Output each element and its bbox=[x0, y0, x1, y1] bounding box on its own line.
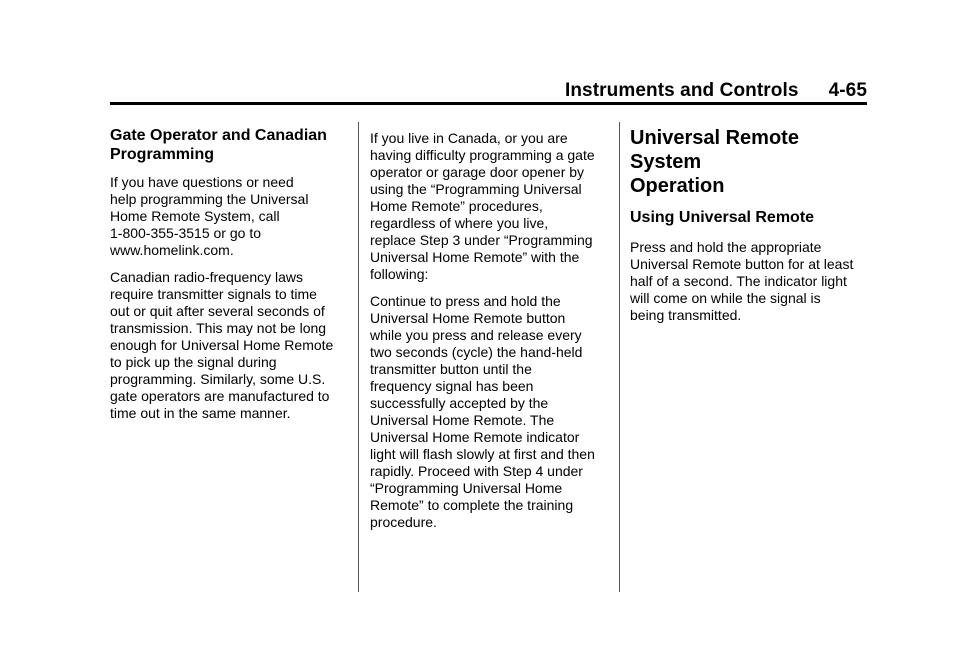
section-heading-gate-operator: Gate Operator and Canadian Programming bbox=[110, 127, 327, 163]
column-2 bbox=[370, 130, 610, 541]
column-1 bbox=[110, 126, 350, 432]
paragraph-canadian-laws: Canadian radio-frequency laws require transmitter signals to time out or quit after several seconds of transmission. This may not be long enough for Universal Home Remote to pick up the signal during programming. Similarly, some U.S. gate operators are manufactured to time out in the same manner. bbox=[110, 269, 334, 421]
paragraph-press-and-hold: Press and hold the appropriate Universal Remote button for at least half of a second. The indicator light will come on while the signal is being transmitted. bbox=[630, 239, 854, 323]
section-title-universal-remote-operation: Universal Remote System Operation bbox=[630, 127, 799, 197]
section-title: Instruments and Controls bbox=[564, 80, 799, 101]
paragraph-help-contact: If you have questions or need help programming the Universal Home Remote System, call 1-800-355-3515 or go to www.homelink.com. bbox=[110, 174, 309, 258]
column-3 bbox=[630, 126, 870, 334]
page-header bbox=[565, 80, 867, 102]
column-divider-left bbox=[358, 122, 359, 592]
paragraph-canada-programming: If you live in Canada, or you are having difficulty programming a gate operator or garage door opener by using the “Programming Universal Home Remote” procedures, regardless of where you live, replace Step 3 under “Programming Universal Home Remote” with the following: bbox=[370, 130, 595, 282]
column-divider-right bbox=[619, 122, 620, 592]
page-number: 4-65 bbox=[828, 80, 867, 101]
subheading-using-universal-remote: Using Universal Remote bbox=[630, 209, 815, 226]
paragraph-continue-press: Continue to press and hold the Universal Home Remote button while you press and release every two seconds (cycle) the hand-held transmitter button until the frequency signal has been successfully accepted by the Universal Home Remote. The Universal Home Remote indicator light will flash slowly at first and then rapidly. Proceed with Step 4 under “Programming Universal Home Remote” to complete the training procedure. bbox=[370, 293, 595, 530]
header-rule bbox=[110, 102, 867, 105]
